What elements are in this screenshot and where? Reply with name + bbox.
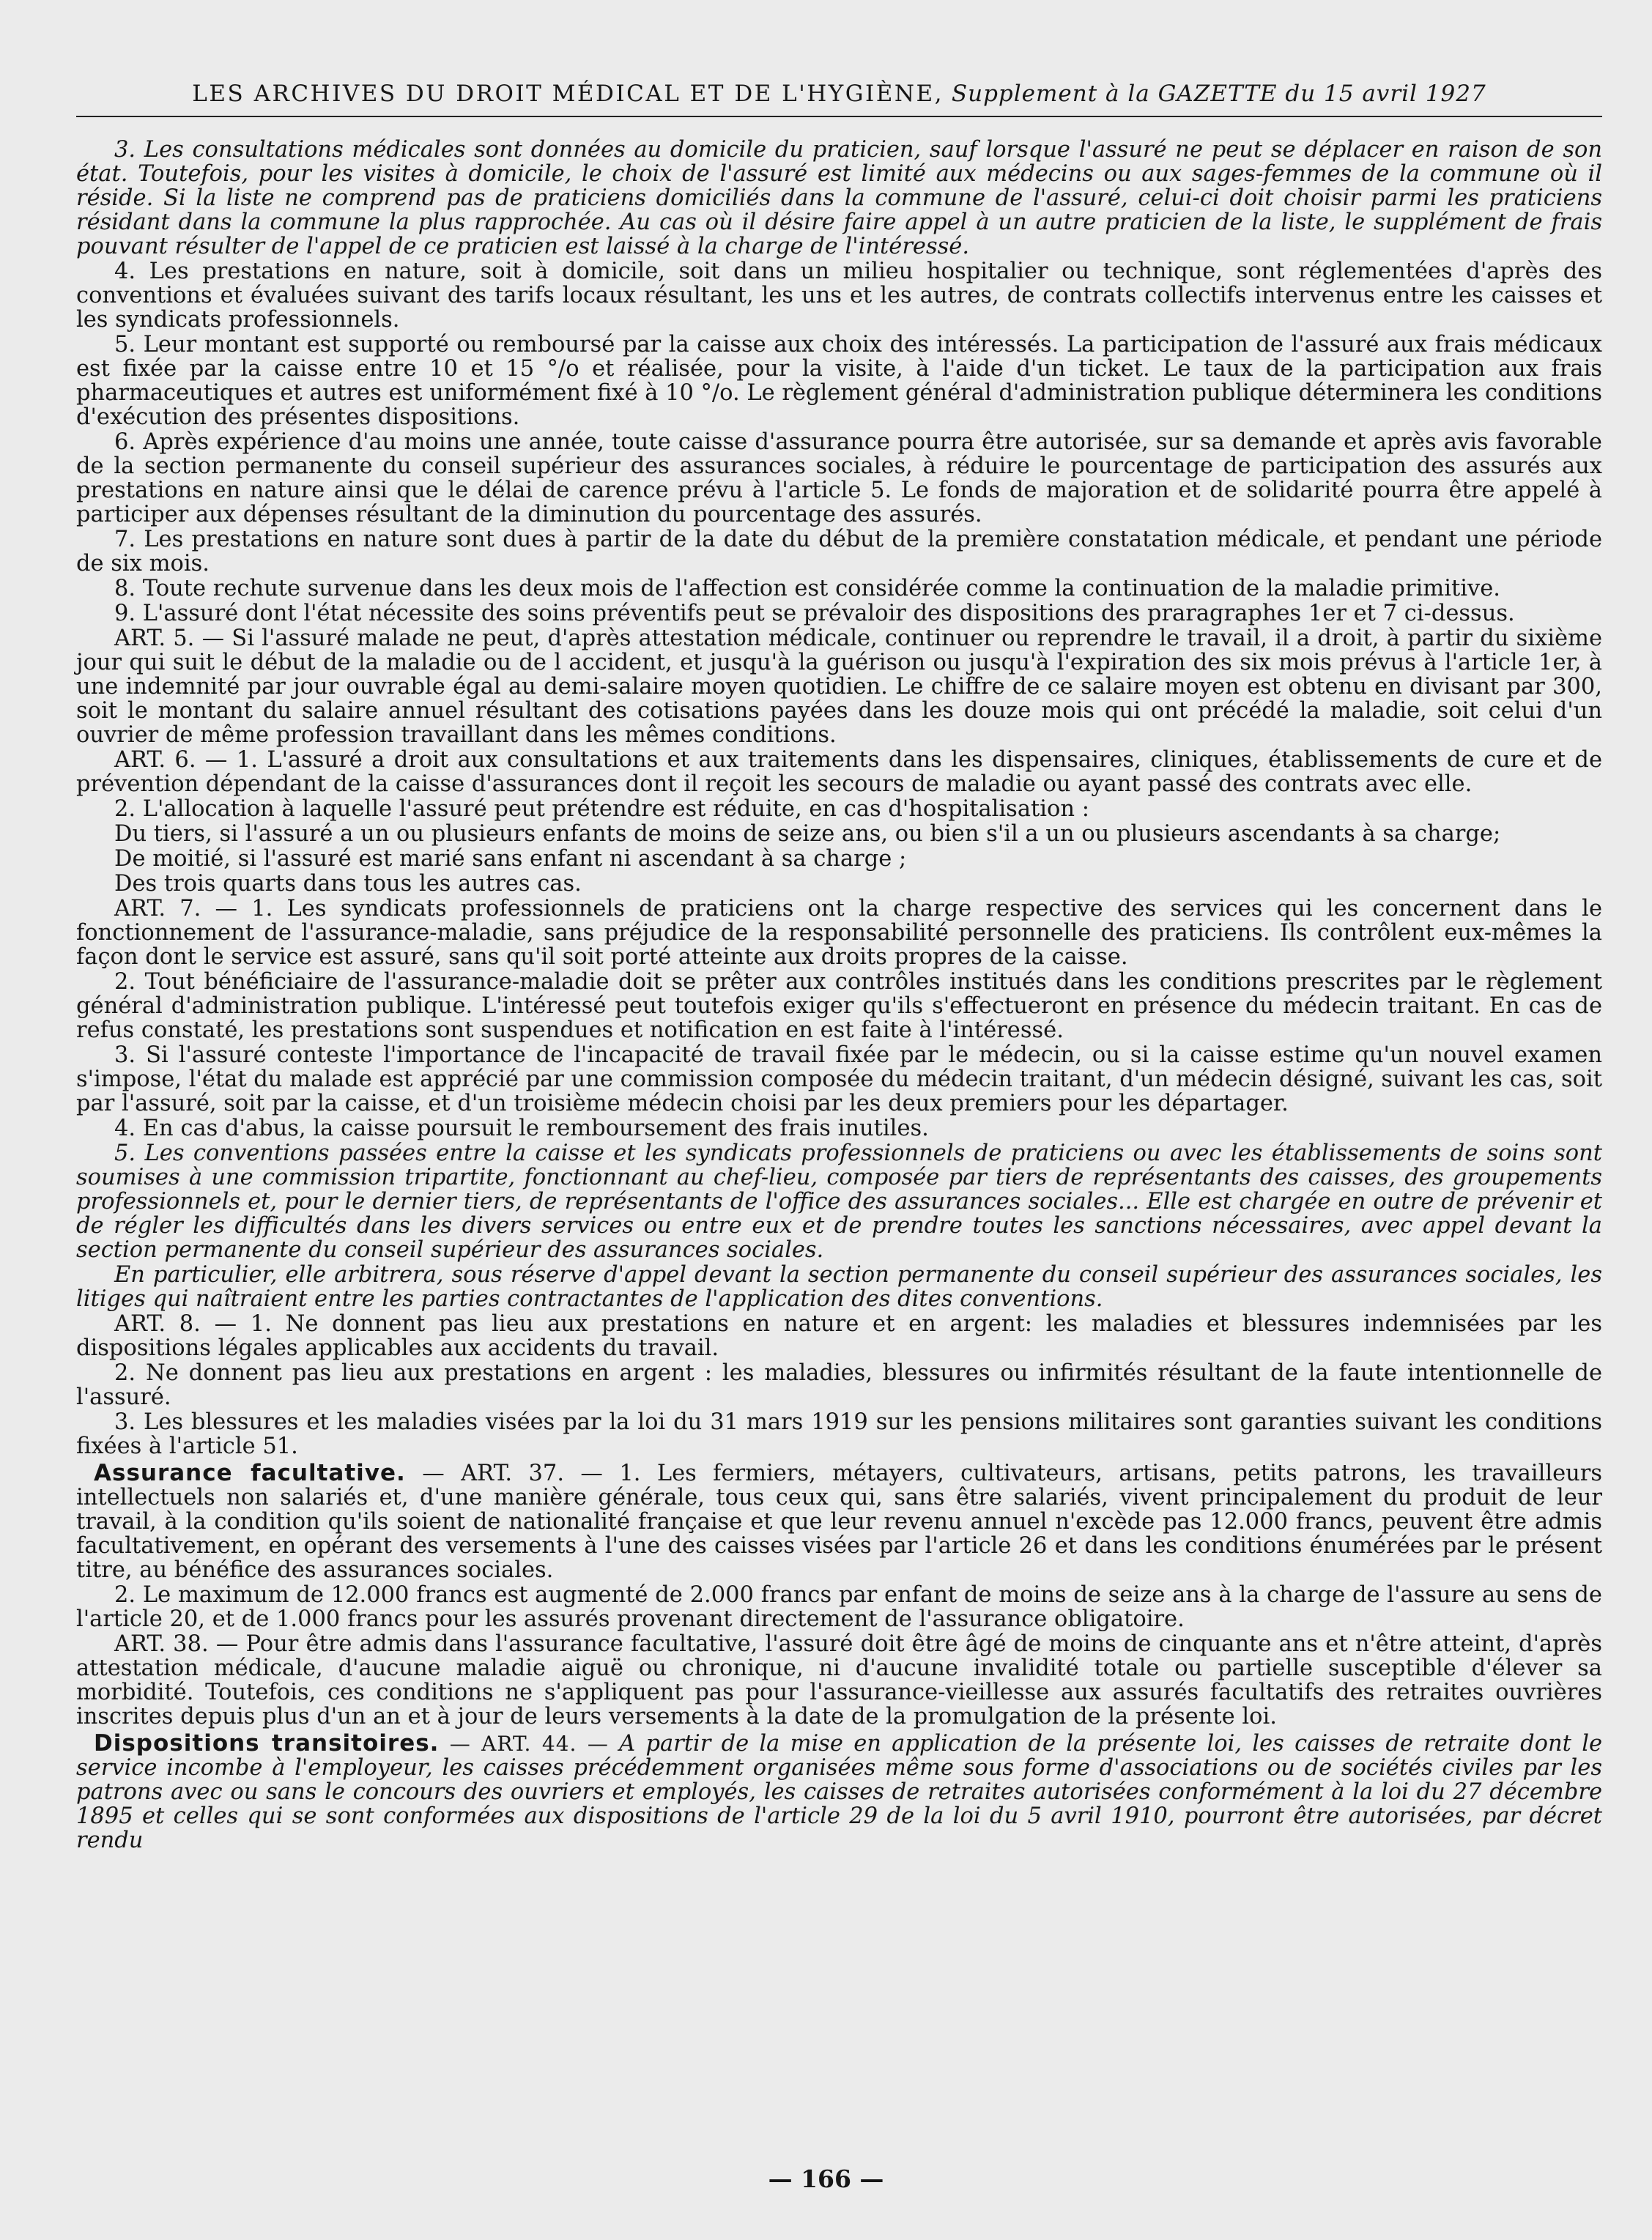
article-37-text: — ART. 37. — 1. Les fermiers, métayers, cultivateurs, artisans, petits patrons, les travailleurs intellectuels non salariés et, d'une manière générale, tous ceux qui, sans être salariés, vivent principalement du produit de leur travail, à la condition qu'ils soient de nationalité française et que leur revenu annuel n'excède pas 12.000 francs, peuvent être admis facultativement, en opérant des versements à l'une des caisses visées par l'article 26 et dans les conditions énumérées par le présent titre, au bénéfice des assurances sociales. — [76, 1461, 1602, 1583]
paragraph: 8. Toute rechute survenue dans les deux mois de l'affection est considérée comme la continuation de la maladie primitive. — [114, 576, 1500, 601]
paragraph: 7. Les prestations en nature sont dues à partir de la date du début de la première constatation médicale, et pendant une période de six mois. — [76, 527, 1602, 576]
article-7: ART. 7. — 1. Les syndicats professionnels de praticiens ont la charge respective des services qui les concernent dans le fonctionnement de l'assurance-maladie, sans préjudice de la responsabilité personnelle des praticiens. Ils contrôlent eux-mêmes la façon dont le service est assuré, sans qu'il soit porté atteinte aux droits propres de la caisse. — [76, 896, 1602, 970]
article-44-label: — ART. 44. — — [449, 1732, 609, 1756]
section-title-facultative: Assurance facultative. — [94, 1460, 406, 1486]
paragraph: 3. Si l'assuré conteste l'importance de l'incapacité de travail fixée par le médecin, ou si la caisse estime qu'un nouvel examen s'impose, l'état du malade est apprécié par une commission composée du médecin traitant, d'un médecin désigné, suivant les cas, soit par l'assuré, soit par la caisse, et d'un troisième médecin choisi par les deux premiers pour les départager. — [76, 1042, 1602, 1116]
paragraph: 2. Tout bénéficiaire de l'assurance-maladie doit se prêter aux contrôles institués dans les conditions prescrites par le règlement général d'administration publique. L'intéressé peut toutefois exiger qu'ils s'effectueront en présence du médecin traitant. En cas de refus constaté, les prestations sont suspendues et notification en est faite à l'intéressé. — [76, 969, 1602, 1043]
article-5: ART. 5. — Si l'assuré malade ne peut, d'après attestation médicale, continuer ou reprendre le travail, il a droit, à partir du sixième jour qui suit le début de la maladie ou de l accident, et jusqu'à la guérison ou jusqu'à l'expiration des six mois prévus à l'article 1er, à une indemnité par jour ouvrable égal au demi-salaire moyen quotidien. Le chiffre de ce salaire moyen est obtenu en divisant par 300, soit le montant du salaire annuel résultant des cotisations payées dans les douze mois qui ont précédé la maladie, soit celui d'un ouvrier de même profession travaillant dans les mêmes conditions. — [76, 626, 1602, 748]
page-number: — 166 — — [768, 2165, 884, 2193]
paragraph: 2. Le maximum de 12.000 francs est augmenté de 2.000 francs par enfant de moins de seize ans à la charge de l'assure au sens de l'article 20, et de 1.000 francs pour les assurés provenant directement de l'assurance obligatoire. — [76, 1582, 1602, 1632]
paragraph: 9. L'assuré dont l'état nécessite des soins préventifs peut se prévaloir des dispositions des praragraphes 1er et 7 ci-dessus. — [114, 601, 1515, 626]
article-6: ART. 6. — 1. L'assuré a droit aux consultations et aux traitements dans les dispensaires, cliniques, établissements de cure et de prévention dépendant de la caisse d'assurances dont il reçoit les secours de maladie ou ayant passé des contrats avec elle. — [76, 747, 1602, 797]
supplement-date: Supplement à la GAZETTE du 15 avril 1927 — [951, 81, 1486, 107]
article-44 — [76, 1732, 1602, 1853]
paragraph: 6. Après expérience d'au moins une année, toute caisse d'assurance pourra être autorisée, sur sa demande et après avis favorable de la section permanente du conseil supérieur des assurances sociales, à réduire le pourcentage de participation des assurés aux prestations en nature ainsi que le délai de carence prévu à l'article 5. Le fonds de majoration et de solidarité pourra être appelé à participer aux dépenses résultant de la diminution du pourcentage des assurés. — [76, 429, 1602, 527]
body-text — [76, 138, 1602, 1853]
paragraph: 3. Les consultations médicales sont données au domicile du praticien, sauf lorsque l'assuré ne peut se déplacer en raison de son état. Toutefois, pour les visites à domicile, le choix de l'assuré est limité aux médecins ou aux sages-femmes de la commune où il réside. Si la liste ne comprend pas de praticiens domiciliés dans la commune de l'assuré, celui-ci doit choisir parmi les praticiens résidant dans la commune la plus rapprochée. Au cas où il désire faire appel à un autre praticien de la liste, le supplément de frais pouvant résulter de l'appel de ce praticien est laissé à la charge de l'intéressé. — [76, 137, 1602, 259]
article-8: ART. 8. — 1. Ne donnent pas lieu aux prestations en nature et en argent: les maladies et blessures indemnisées par les dispositions légales applicables aux accidents du travail. — [76, 1311, 1602, 1361]
paragraph: 2. L'allocation à laquelle l'assuré peut prétendre est réduite, en cas d'hospitalisation : — [114, 796, 1089, 822]
paragraph: 5. Leur montant est supporté ou remboursé par la caisse aux choix des intéressés. La participation de l'assuré aux frais médicaux est fixée par la caisse entre 10 et 15 °/o et réalisée, pour la visite, à l'aide d'un ticket. Le taux de la participation aux frais pharmaceutiques et autres est uniformément fixé à 10 °/o. Le règlement général d'administration publique déterminera les conditions d'exécution des présentes dispositions. — [76, 332, 1602, 430]
journal-title: LES ARCHIVES DU DROIT MÉDICAL ET DE L'HYGIÈNE, — [192, 81, 944, 107]
article-38: ART. 38. — Pour être admis dans l'assurance facultative, l'assuré doit être âgé de moins de cinquante ans et n'être atteint, d'après attestation médicale, d'aucune maladie aiguë ou chronique, ni d'aucune invalidité totale ou partielle susceptible d'élever sa morbidité. Toutefois, ces conditions ne s'appliquent pas pour l'assurance-vieillesse aux assurés facultatifs des retraites ouvrières inscrites depuis plus d'un an et à jour de leurs versements à la date de la promulgation de la présente loi. — [76, 1631, 1602, 1729]
article-37 — [76, 1461, 1602, 1582]
paragraph: En particulier, elle arbitrera, sous réserve d'appel devant la section permanente du conseil supérieur des assurances sociales, les litiges qui naîtraient entre les parties contractantes de l'application des dites conventions. — [76, 1262, 1602, 1312]
running-head — [76, 79, 1602, 108]
paragraph: 4. Les prestations en nature, soit à domicile, soit dans un milieu hospitalier ou technique, sont réglementées d'après des conventions et évaluées suivant des tarifs locaux résultant, les uns et les autres, de contrats collectifs intervenus entre les caisses et les syndicats professionnels. — [76, 259, 1602, 333]
paragraph: De moitié, si l'assuré est marié sans enfant ni ascendant à sa charge ; — [114, 846, 907, 872]
paragraph: 5. Les conventions passées entre la caisse et les syndicats professionnels de praticiens ou avec les établissements de soins sont soumises à une commission tripartite, fonctionnant au chef-lieu, composée par tiers de représentants des caisses, des groupements professionnels et, pour le dernier tiers, de représentants de l'office des assurances sociales... Elle est chargée en outre de prévenir et de régler les difficultés dans les divers services ou entre eux et de prendre toutes les sanctions nécessaires, avec appel devant la section permanente du conseil supérieur des assurances sociales. — [76, 1141, 1602, 1263]
paragraph: 2. Ne donnent pas lieu aux prestations en argent : les maladies, blessures ou infirmités résultant de la faute intentionnelle de l'assuré. — [76, 1360, 1602, 1410]
paragraph: Du tiers, si l'assuré a un ou plusieurs enfants de moins de seize ans, ou bien s'il a un ou plusieurs ascendants à sa charge; — [114, 821, 1501, 847]
header-rule — [76, 116, 1602, 117]
article-44-text: A partir de la mise en application de la présente loi, les caisses de retraite dont le service incombe à l'employeur, les caisses précédemment organisées même sous forme d'associations ou de sociétés civiles par les patrons avec ou sans le concours des ouvriers et employés, les caisses de retraites autorisées conformément à la loi du 27 décembre 1895 et celles qui se sont conformées aux dispositions de l'article 29 de la loi du 5 avril 1910, pourront être autorisées, par décret rendu — [76, 1731, 1602, 1853]
paragraph: 4. En cas d'abus, la caisse poursuit le remboursement des frais inutiles. — [114, 1116, 929, 1141]
paragraph: Des trois quarts dans tous les autres cas. — [114, 871, 582, 897]
section-title-transitoires: Dispositions transitoires. — [94, 1730, 440, 1757]
paragraph: 3. Les blessures et les maladies visées par la loi du 31 mars 1919 sur les pensions militaires sont garanties suivant les conditions fixées à l'article 51. — [76, 1409, 1602, 1459]
